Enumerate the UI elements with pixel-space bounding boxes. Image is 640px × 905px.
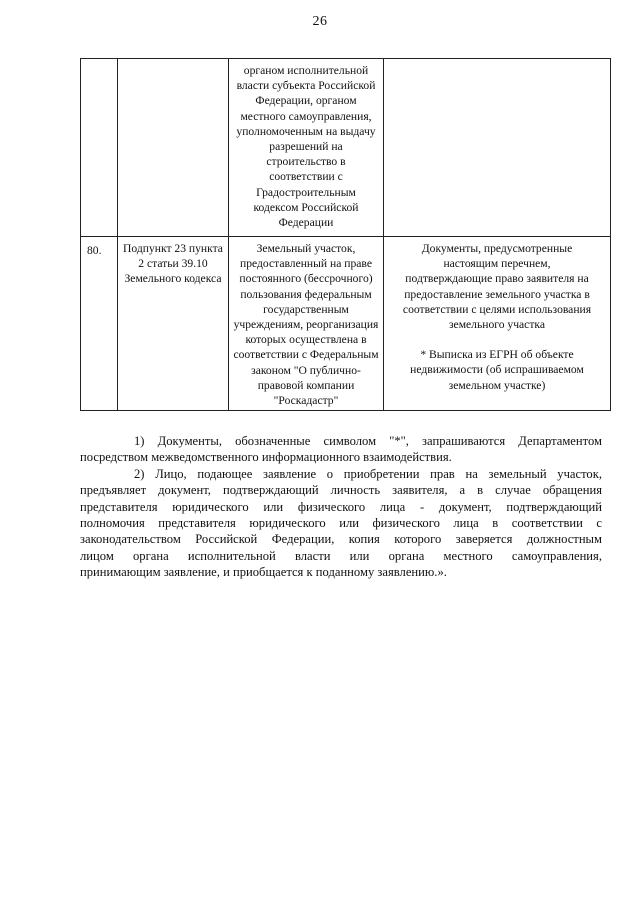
subject-text-line: предоставленный на праве	[240, 257, 372, 271]
cell-basis	[118, 59, 229, 237]
note-text-line: посредством межведомственного информационного взаимодействия.	[80, 450, 452, 465]
basis-text-line: Подпункт 23 пункта	[123, 242, 223, 255]
documents-text-line: предоставление земельного участка в	[404, 287, 590, 301]
subject-text-line: органом исполнительной	[243, 64, 369, 77]
row-number: 80.	[87, 244, 102, 257]
cell-documents	[384, 59, 611, 237]
cell-documents	[384, 237, 611, 411]
note-text-line: принимающим заявление, и приобщается к поданному заявлению.».	[80, 565, 447, 580]
cell-basis	[118, 237, 229, 411]
subject-text-line: "Роскадастр"	[273, 394, 339, 408]
note-text-line: представителя юридического или физического лица - документ, подтверждающий	[80, 499, 602, 514]
note-2-paragraph	[80, 466, 602, 581]
documents-table	[80, 58, 611, 411]
subject-text-line: соответствии с	[269, 170, 343, 184]
note-text-line: предъявляет документ, подтверждающий личность заявителя, а в случае обращения	[80, 483, 602, 498]
table-row-continuation	[81, 59, 611, 237]
note-text-line: 2) Лицо, подающее заявление о приобретении прав на земельный участок,	[134, 466, 602, 481]
page-number: 26	[312, 14, 328, 29]
documents-text-line: земельного участка	[448, 318, 546, 332]
note-text-line: полномочия представителя юридического или физического лица в соответствии с	[80, 516, 602, 531]
documents-text-line: подтверждающие право заявителя на	[405, 272, 589, 286]
cell-number	[81, 237, 118, 411]
basis-text-line: 2 статьи 39.10	[138, 257, 208, 271]
documents-note-line: * Выписка из ЕГРН об объекте	[420, 348, 574, 362]
subject-text-line: государственным	[263, 302, 349, 316]
documents-text-line: соответствии с целями использования	[402, 302, 592, 316]
subject-text-line: постоянного (бессрочного)	[239, 272, 373, 286]
note-text-line: лицом органа исполнительной власти или органа местного самоуправления,	[80, 548, 602, 563]
subject-text-line: Федерации	[278, 216, 334, 230]
subject-text-line: уполномоченным на выдачу	[236, 124, 376, 138]
subject-text-line: власти субъекта Российской	[236, 79, 376, 93]
cell-number	[81, 59, 118, 237]
notes-section	[80, 433, 602, 581]
subject-text-line: Земельный участок,	[256, 242, 356, 255]
note-text-line: законодательством Российской Федерации, копия которого заверяется должностным	[80, 532, 602, 547]
documents-note-line: недвижимости (об испрашиваемом	[410, 363, 584, 377]
cell-subject	[229, 237, 384, 411]
table-row-80	[81, 237, 611, 411]
basis-text-line: Земельного кодекса	[124, 272, 222, 286]
documents-note-line: земельном участке)	[448, 378, 546, 392]
note-1-paragraph	[80, 433, 602, 466]
subject-text-line: законом "О публично-	[251, 363, 361, 377]
subject-text-line: соответствии с Федеральным	[233, 348, 379, 362]
note-text-line: 1) Документы, обозначенные символом "*", запрашиваются Департаментом	[134, 434, 602, 448]
subject-text-line: местного самоуправления,	[240, 109, 372, 123]
subject-text-line: Градостроительным	[256, 185, 356, 199]
cell-subject	[229, 59, 384, 237]
subject-text-line: разрешений на	[269, 140, 343, 154]
subject-text-line: строительство в	[266, 155, 346, 169]
documents-text-line: настоящим перечнем,	[443, 257, 551, 271]
subject-text-line: которых осуществлена в	[245, 333, 367, 347]
subject-text-line: учреждениям, реорганизация	[233, 318, 379, 332]
subject-text-line: кодексом Российской	[253, 200, 359, 214]
documents-text-line: Документы, предусмотренные	[421, 242, 573, 255]
subject-text-line: правовой компании	[257, 378, 355, 392]
subject-text-line: пользования федеральным	[240, 287, 372, 301]
subject-text-line: Федерации, органом	[255, 94, 357, 108]
